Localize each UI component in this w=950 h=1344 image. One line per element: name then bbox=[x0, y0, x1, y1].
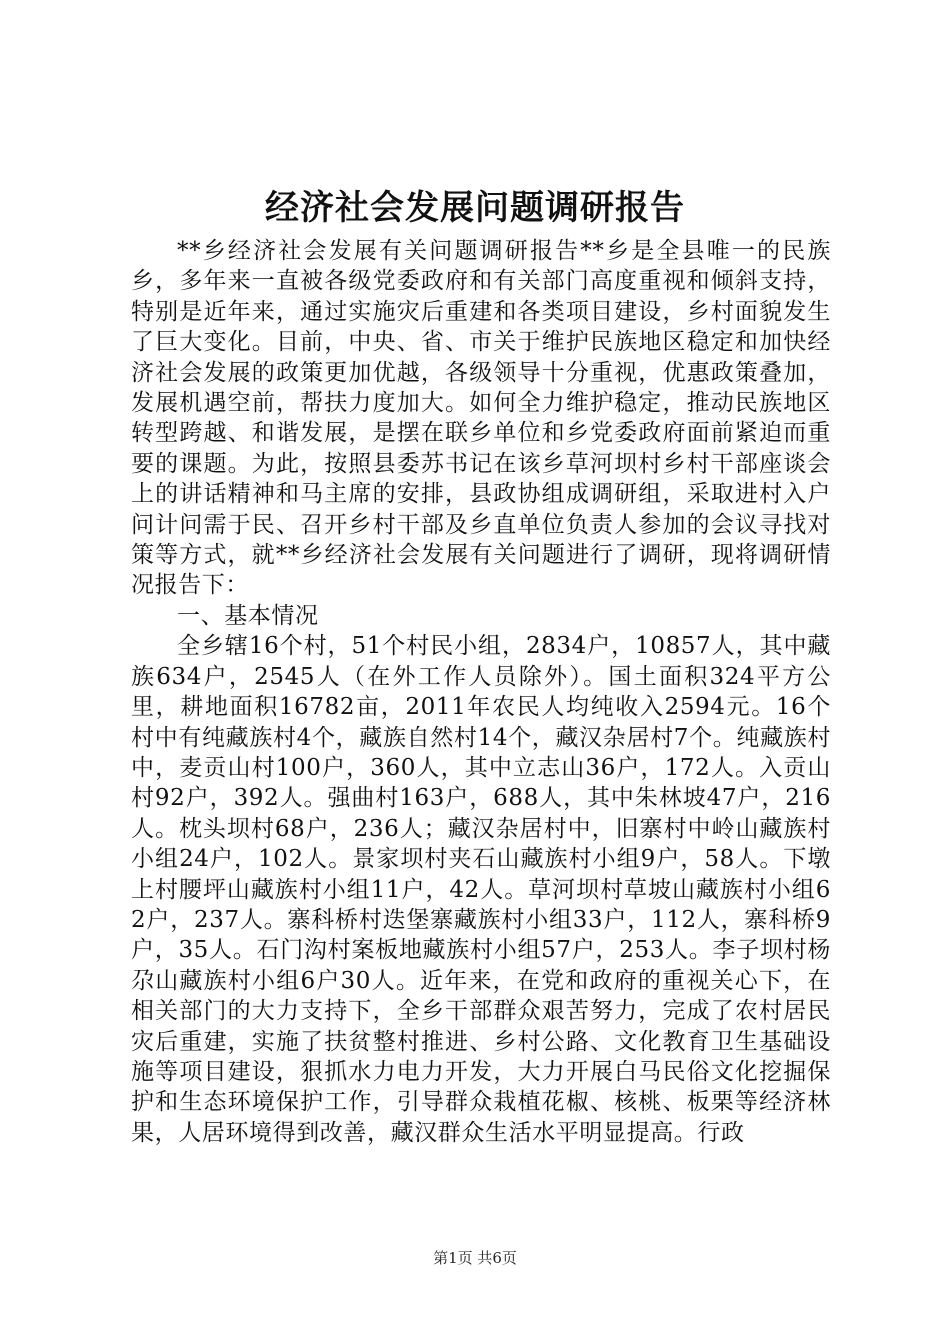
document-title: 经济社会发展问题调研报告 bbox=[265, 188, 685, 228]
paragraph-intro: **乡经济社会发展有关问题调研报告**乡是全县唯一的民族乡，多年来一直被各级党委政府和有关部门高度重视和倾斜支持，特别是近年来，通过实施灾后重建和各类项目建设，乡村面貌发生了巨大变化。目前，中央、省、市关于维护民族地区稳定和加快经济社会发展的政策更加优越，各级领导十分重视，优惠政策叠加，发展机遇空前，帮扶力度加大。如何全力维护稳定，推动民族地区转型跨越、和谐发展，是摆在联乡单位和乡党委政府面前紧迫而重要的课题。为此，按照县委苏书记在该乡草河坝村乡村干部座谈会上的讲话精神和马主席的安排，县政协组成调研组，采取进村入户问计问需于民、召开乡村干部及乡直单位负责人参加的会议寻找对策等方式，就**乡经济社会发展有关问题进行了调研，现将调研情况报告下： bbox=[131, 238, 831, 599]
page-number: 第1页 共6页 bbox=[433, 1249, 517, 1267]
document-body bbox=[131, 236, 831, 1148]
section-heading-basic-situation: 一、基本情况 bbox=[177, 602, 319, 629]
paragraph-basic-situation: 全乡辖16个村，51个村民小组，2834户，10857人，其中藏族634户，2545人（在外工作人员除外）。国土面积324平方公里，耕地面积16782亩，2011年农民人均纯收入2594元。16个村中有纯藏族村4个，藏族自然村14个，藏汉杂居村7个。纯藏族村中，麦贡山村100户，360人，其中立志山36户，172人。入贡山村92户，392人。强曲村163户，688人，其中朱林坡47户，216人。枕头坝村68户，236人；藏汉杂居村中，旧寨村中岭山藏族村小组24户，102人。景家坝村夹石山藏族村小组9户，58人。下墩上村腰坪山藏族村小组11户，42人。草河坝村草坡山藏族村小组62户，237人。寨科桥村迭堡寨藏族村小组33户，112人，寨科桥9户，35人。石门沟村案板地藏族村小组57户，253人。李子坝村杨尕山藏族村小组6户30人。近年来，在党和政府的重视关心下，在相关部门的大力支持下，全乡干部群众艰苦努力，完成了农村居民灾后重建，实施了扶贫整村推进、乡村公路、文化教育卫生基础设施等项目建设，狠抓水力电力开发，大力开展白马民俗文化挖掘保护和生态环境保护工作，引导群众栽植花椒、核桃、板栗等经济林果，人居环境得到改善，藏汉群众生活水平明显提高。行政 bbox=[131, 633, 831, 1146]
